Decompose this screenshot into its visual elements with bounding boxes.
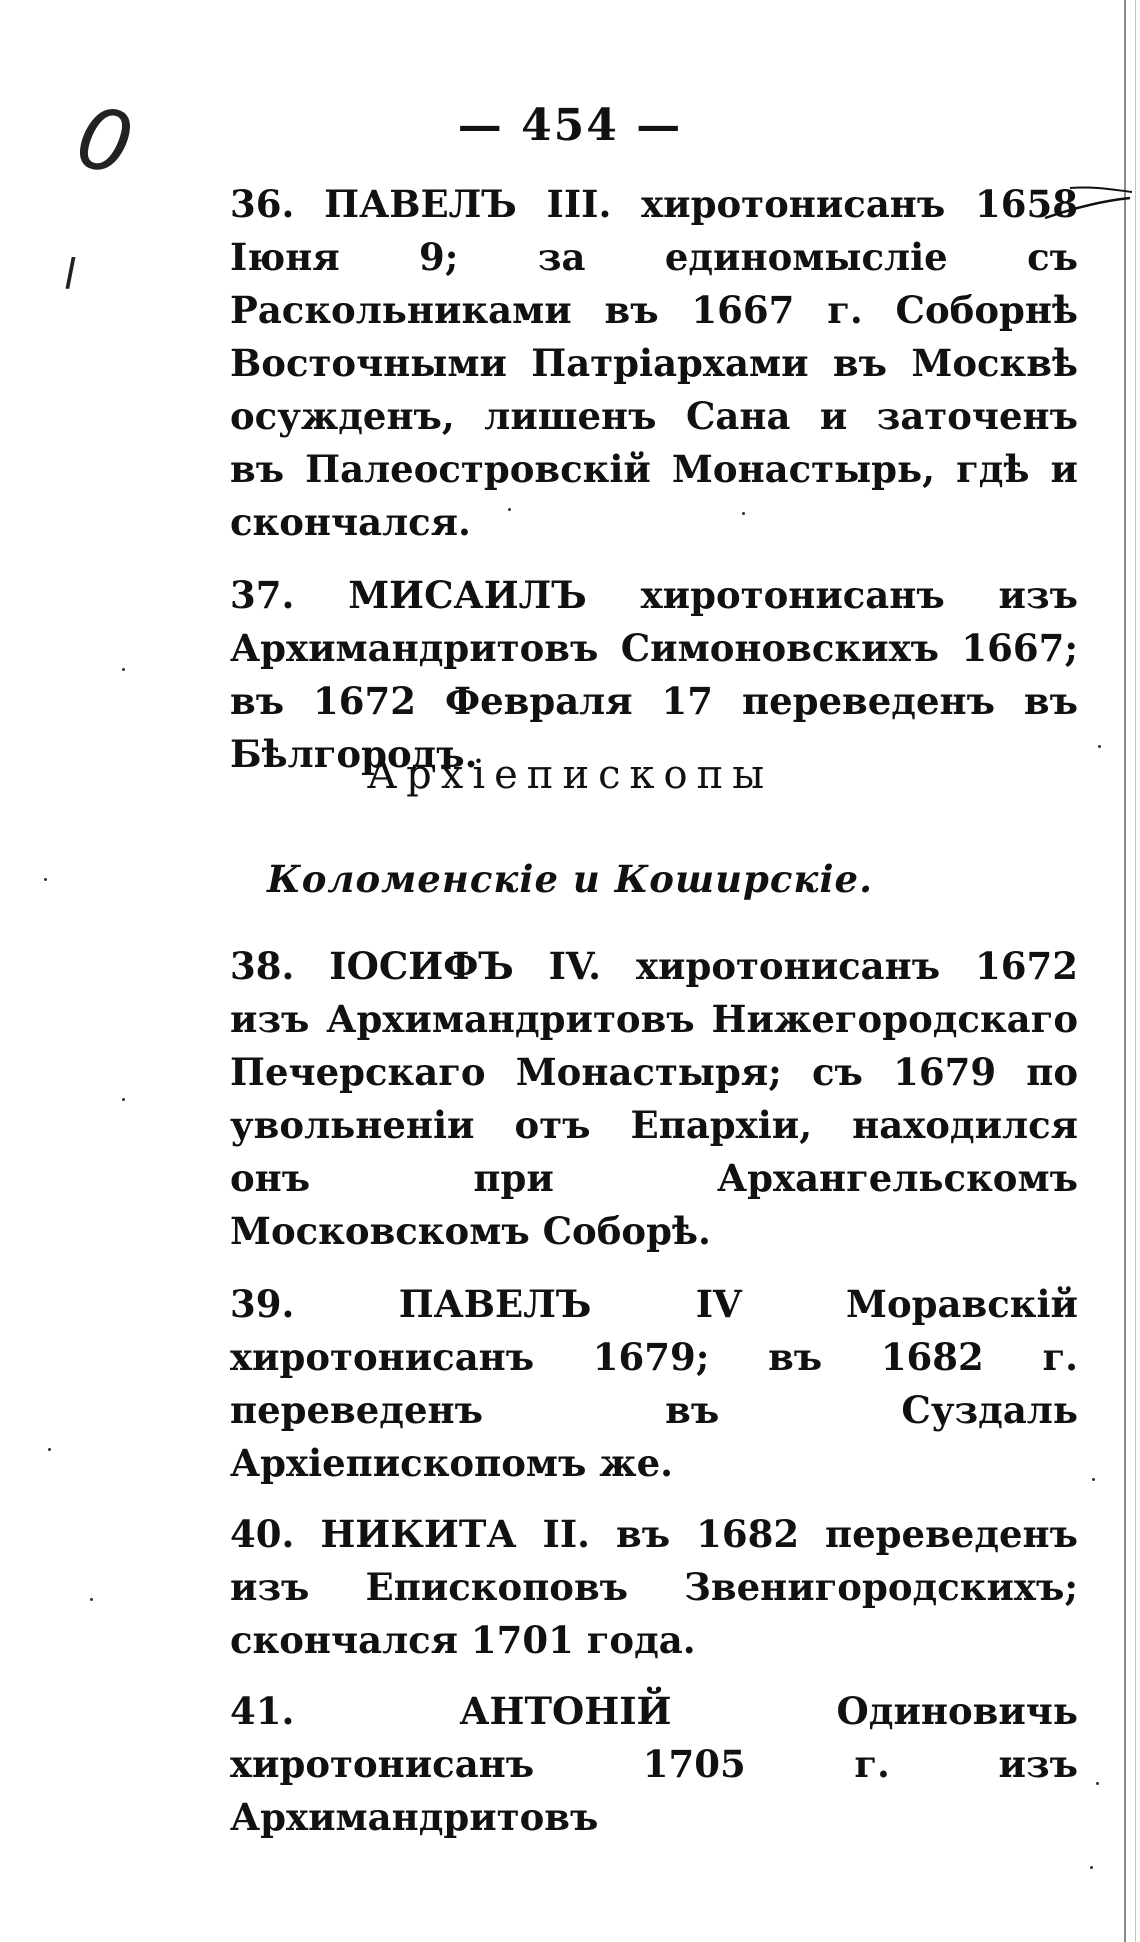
entry-41: 41. АНТОНІЙ Одиновичь хиротонисанъ 1705 г. изъ Архимандритовъ (230, 1689, 1078, 1839)
entry-39: 39. ПАВЕЛЪ IV Моравскій хиротонисанъ 1679; въ 1682 г. переведенъ въ Суздаль Архіепископомъ же. (230, 1282, 1078, 1485)
entry-37: 37. МИСАИЛЪ хиротонисанъ изъ Архимандритовъ Симоновскихъ 1667; въ 1672 Февраля 17 переведенъ въ Бѣлгородъ. (230, 573, 1078, 776)
scan-speck (1098, 745, 1101, 748)
handwritten-zero-mark: 0 (68, 87, 142, 195)
entries-block-top (188, 178, 1078, 781)
scan-speck (90, 1598, 93, 1601)
scan-speck (44, 878, 47, 881)
section-heading: Архіепископы (366, 752, 774, 798)
scan-speck (122, 668, 125, 671)
scan-speck (48, 1448, 51, 1451)
scan-speck (742, 512, 745, 515)
handwritten-l-mark: l (64, 250, 76, 299)
entry-40: 40. НИКИТА II. въ 1682 переведенъ изъ Епископовъ Звенигородскихъ; скончался 1701 года. (230, 1512, 1078, 1662)
scan-speck (508, 508, 511, 511)
section-subheading: Коломенскіе и Коширскіе. (267, 857, 873, 901)
page-number: — 454 — (457, 100, 683, 151)
entry-38: 38. ІОСИФЪ IV. хиротонисанъ 1672 изъ Архимандритовъ Нижегородскаго Печерскаго Монастыря; съ 1679 по увольненіи отъ Епархіи, находился онъ при Архангельскомъ Московскомъ Соборѣ. (230, 944, 1078, 1253)
scan-speck (1090, 1866, 1093, 1869)
entries-block-bottom (188, 940, 1078, 1844)
scan-speck (1092, 1478, 1095, 1481)
scan-speck (122, 1098, 125, 1101)
scan-speck (1096, 1782, 1099, 1785)
entry-36: 36. ПАВЕЛЪ III. хиротонисанъ 1658 Іюня 9; за единомысліе съ Раскольниками въ 1667 г. Соборнѣ Восточными Патріархами въ Москвѣ осужденъ, лишенъ Сана и заточенъ въ Палеостровскій Монастырь, гдѣ и скончался. (230, 182, 1078, 544)
